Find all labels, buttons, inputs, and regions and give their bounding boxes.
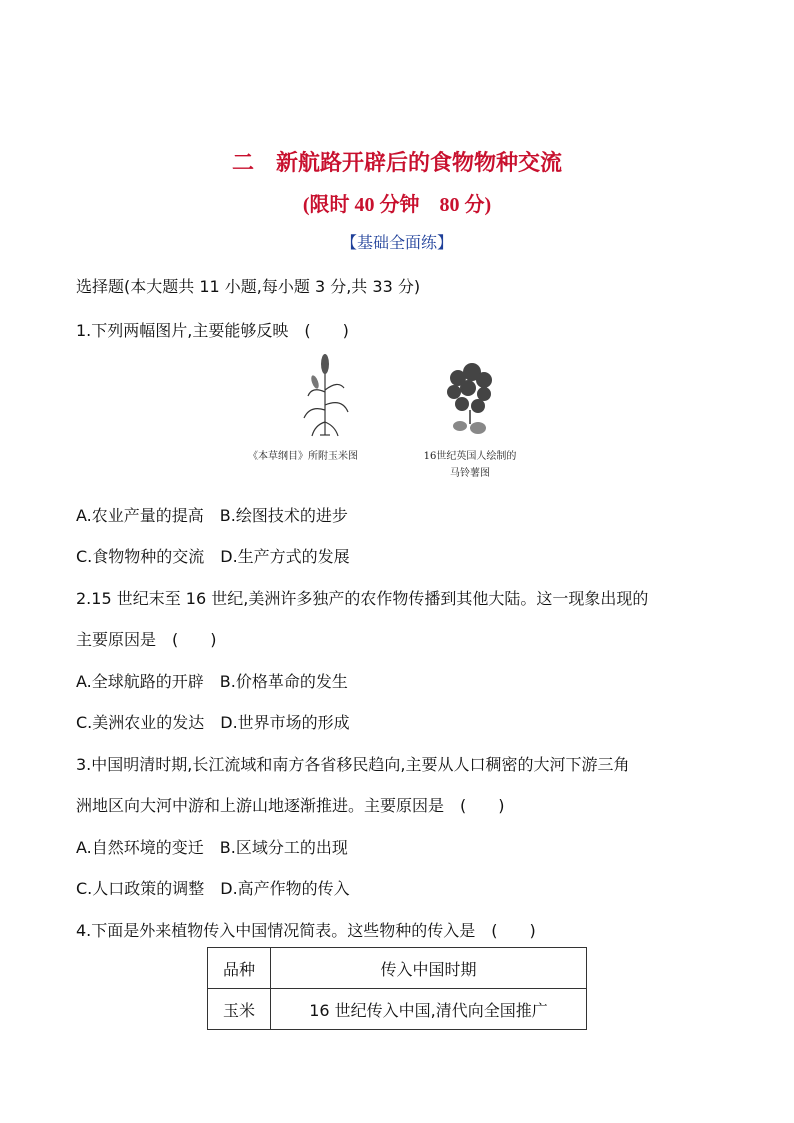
q3-options-line-1: A.自然环境的变迁 B.区域分工的出现 <box>76 838 348 857</box>
table-row <box>208 989 587 1030</box>
corn-caption: 《本草纲目》所附玉米图 <box>248 451 358 462</box>
table-header-row <box>208 948 587 989</box>
potato-illustration <box>438 360 502 440</box>
q2-options-line-2: C.美洲农业的发达 D.世界市场的形成 <box>76 713 350 732</box>
table-header-cell: 传入中国时期 <box>271 948 587 989</box>
q3-options-line-2: C.人口政策的调整 D.高产作物的传入 <box>76 879 350 898</box>
worksheet-title: 二 新航路开辟后的食物物种交流 <box>231 151 562 176</box>
q3-stem-line-1: 3.中国明清时期,长江流域和南方各省移民趋向,主要从人口稠密的大河下游三角 <box>76 755 630 774</box>
q2-options-line-1: A.全球航路的开辟 B.价格革命的发生 <box>76 672 348 691</box>
corn-illustration <box>290 350 360 440</box>
q1-options-line-2: C.食物物种的交流 D.生产方式的发展 <box>76 547 350 566</box>
plant-intro-table <box>207 947 587 1030</box>
q2-stem-line-1: 2.15 世纪末至 16 世纪,美洲许多独产的农作物传播到其他大陆。这一现象出现的 <box>76 589 649 608</box>
q3-stem-line-2: 洲地区向大河中游和上游山地逐渐推进。主要原因是 ( ) <box>76 796 505 815</box>
potato-caption-line-1: 16世纪英国人绘制的 <box>423 451 517 462</box>
table-header-cell: 品种 <box>208 948 271 989</box>
q1-options-line-1: A.农业产量的提高 B.绘图技术的进步 <box>76 506 348 525</box>
intro-text: 选择题(本大题共 11 小题,每小题 3 分,共 33 分) <box>76 277 421 296</box>
q1-stem-line-1: 1.下列两幅图片,主要能够反映 ( ) <box>76 321 349 340</box>
table-cell: 16 世纪传入中国,清代向全国推广 <box>271 989 587 1030</box>
potato-caption-line-2: 马铃薯图 <box>450 468 490 479</box>
q2-stem-line-2: 主要原因是 ( ) <box>76 630 217 649</box>
section-label: 【基础全面练】 <box>340 233 453 252</box>
q4-stem-line-1: 4.下面是外来植物传入中国情况简表。这些物种的传入是 ( ) <box>76 921 536 940</box>
worksheet-subtitle: (限时 40 分钟 80 分) <box>302 194 492 216</box>
table-cell: 玉米 <box>208 989 271 1030</box>
